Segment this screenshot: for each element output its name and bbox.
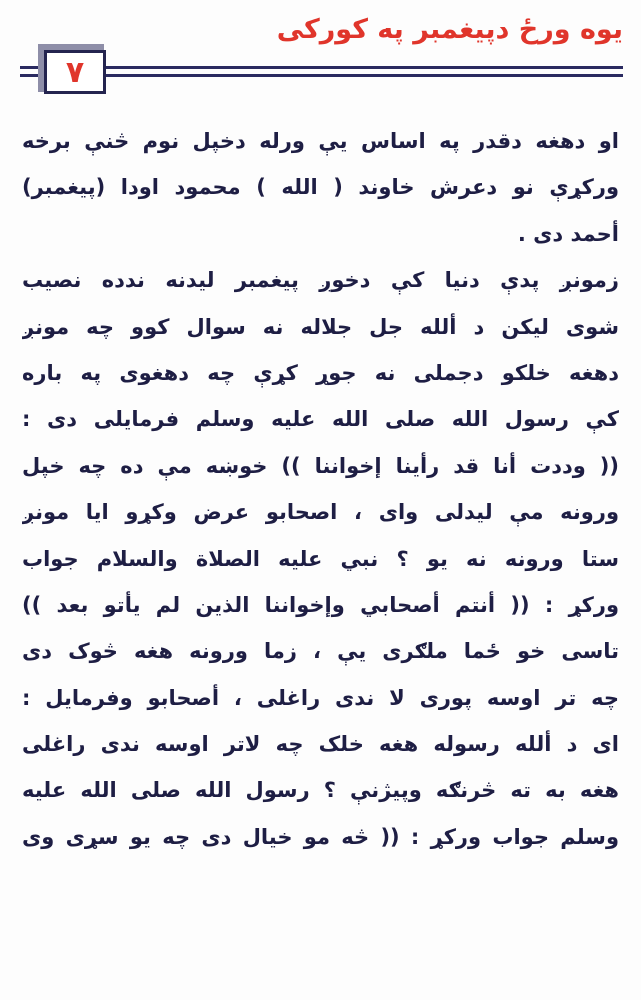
text-line: وسلم جواب ورکړ : (( څه مو خيال دی چه يو سړی وی xyxy=(22,824,619,849)
page-number: ٧ xyxy=(65,54,85,90)
text-line: (( وددت أنا قد رأينا إخواننا )) خوښه مې ده چه خپل xyxy=(22,453,619,478)
text-line: شوی ليکن د ألله جل جلاله نه سوال کوو چه مونږ xyxy=(22,314,619,339)
page-number-box xyxy=(44,50,106,94)
text-line: ورونه مې ليدلی وای ، اصحابو عرض وکړو ايا مونږ xyxy=(22,500,619,525)
text-line: هغه به ته څرنګه وپيژنې ؟ رسول الله صلی الله عليه xyxy=(22,778,619,803)
text-line: ستا ورونه نه يو ؟ نبي عليه الصلاة والسلام جواب xyxy=(22,546,619,571)
text-line: کې رسول الله صلی الله عليه وسلم فرمايلی دی : xyxy=(22,407,619,432)
text-line: تاسی خو ځما ملګری يې ، زما ورونه هغه څوک دی xyxy=(22,639,619,664)
body-text xyxy=(22,118,619,860)
text-line: چه تر اوسه پوری لا ندی راغلی ، أصحابو وفرمايل : xyxy=(22,685,619,710)
text-line: ای د ألله رسوله هغه خلک چه لاتر اوسه ندی راغلی xyxy=(22,732,619,757)
text-line: زمونږ پدې دنيا کې دخوږ پيغمبر ليدنه ندده نصيب xyxy=(22,268,619,293)
text-line: ورکړ : (( أنتم أصحابي وإخواننا الذين لم يأتو بعد )) xyxy=(22,592,619,617)
header-rule-bottom xyxy=(105,74,623,77)
text-line: او دهغه دقدر په اساس يې ورله دخپل نوم څنې برخه xyxy=(22,129,619,153)
text-line: ورکړې نو دعرش خاوند ( الله ) محمود اودا (پيغمبر) xyxy=(22,175,619,200)
text-line: أحمد دی . xyxy=(517,221,619,246)
running-header-title: يوه ورځ دپيغمبر په کورکی xyxy=(276,14,623,45)
header-rule-top xyxy=(105,66,623,69)
text-line: دهغه خلکو دجملی نه جوړ کړې چه دهغوی په باره xyxy=(22,360,619,385)
